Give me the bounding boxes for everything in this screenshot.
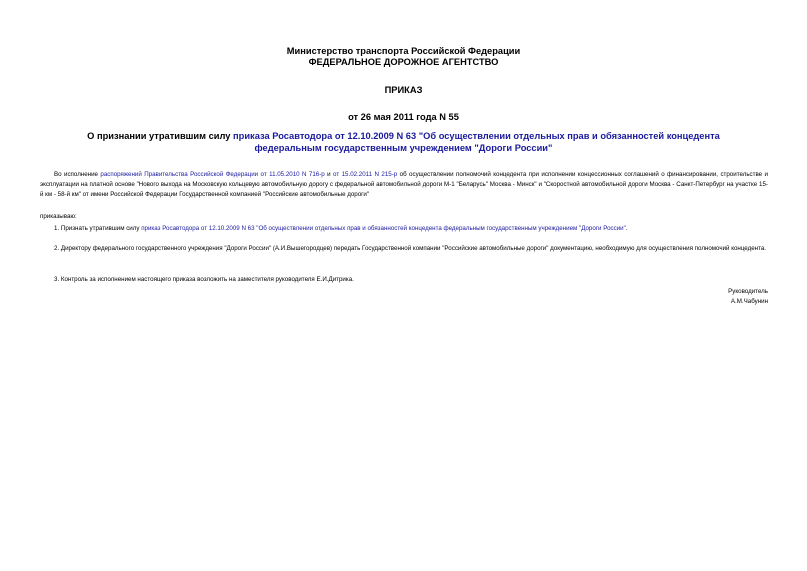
document-header (0, 46, 807, 123)
signer-name: А.М.Чабунин (730, 297, 768, 305)
intro-and-text: и (324, 171, 334, 178)
intro-pre-text: Во исполнение (54, 171, 101, 178)
signature-block (728, 287, 768, 307)
government-order-link-1[interactable]: распоряжений Правительства Российской Федерации от 11.05.2010 N 716-р (100, 171, 325, 178)
item1-post-text: . (625, 225, 628, 232)
title-link[interactable]: приказа Росавтодора от 12.10.2009 N 63 "Об осуществлении отдельных прав и обязанностей концедента федеральным государственным учреждением "Дороги России" (233, 131, 720, 153)
title-prefix: О признании утратившим силу (87, 131, 234, 141)
order-item-1 (40, 224, 768, 234)
ministry-name: Министерство транспорта Российской Федерации (286, 46, 521, 56)
command-word: приказываю: (40, 213, 77, 220)
document-title (60, 131, 747, 154)
order-item-3: 3. Контроль за исполнением настоящего приказа возложить на заместителя руководителя Е.И.Дитрика. (54, 276, 354, 283)
intro-paragraph (40, 170, 768, 199)
document-date-number: от 26 мая 2011 года N 55 (348, 112, 459, 122)
intro-post-text: об осуществлении полномочий концедента при исполнении концессионных соглашений о финансировании, строительстве и эксплуатации на платной основе "Нового выхода на Московскую кольцевую автомобильную дорогу с федеральной автомобильной дороги М-1 "Беларусь" Москва - Минск" и "Скоростной автомобильной дороги Москва - Санкт-Петербург на участке 15-й км - 58-й км" от имени Российской Федерации Государственной компанией "Российские автомобильные дороги" (40, 171, 769, 198)
government-order-link-2[interactable]: от 15.02.2011 N 215-р (333, 171, 398, 178)
item1-pre-text: 1. Признать утратившим силу (54, 225, 142, 232)
document-type: ПРИКАЗ (384, 85, 423, 95)
signer-role: Руководитель (728, 288, 768, 295)
agency-name: ФЕДЕРАЛЬНОЕ ДОРОЖНОЕ АГЕНТСТВО (308, 57, 499, 67)
revoked-order-link[interactable]: приказ Росавтодора от 12.10.2009 N 63 "Об осуществлении отдельных прав и обязанностей концедента федеральным государственным учреждением "Дороги России" (141, 225, 626, 232)
order-item-2: 2. Директору федерального государственного учреждения "Дороги России" (А.И.Вышегородцев) передать Государственной компании "Российские автомобильные дороги" документацию, необходимую для осуществления полномочий концедента. (54, 245, 767, 252)
